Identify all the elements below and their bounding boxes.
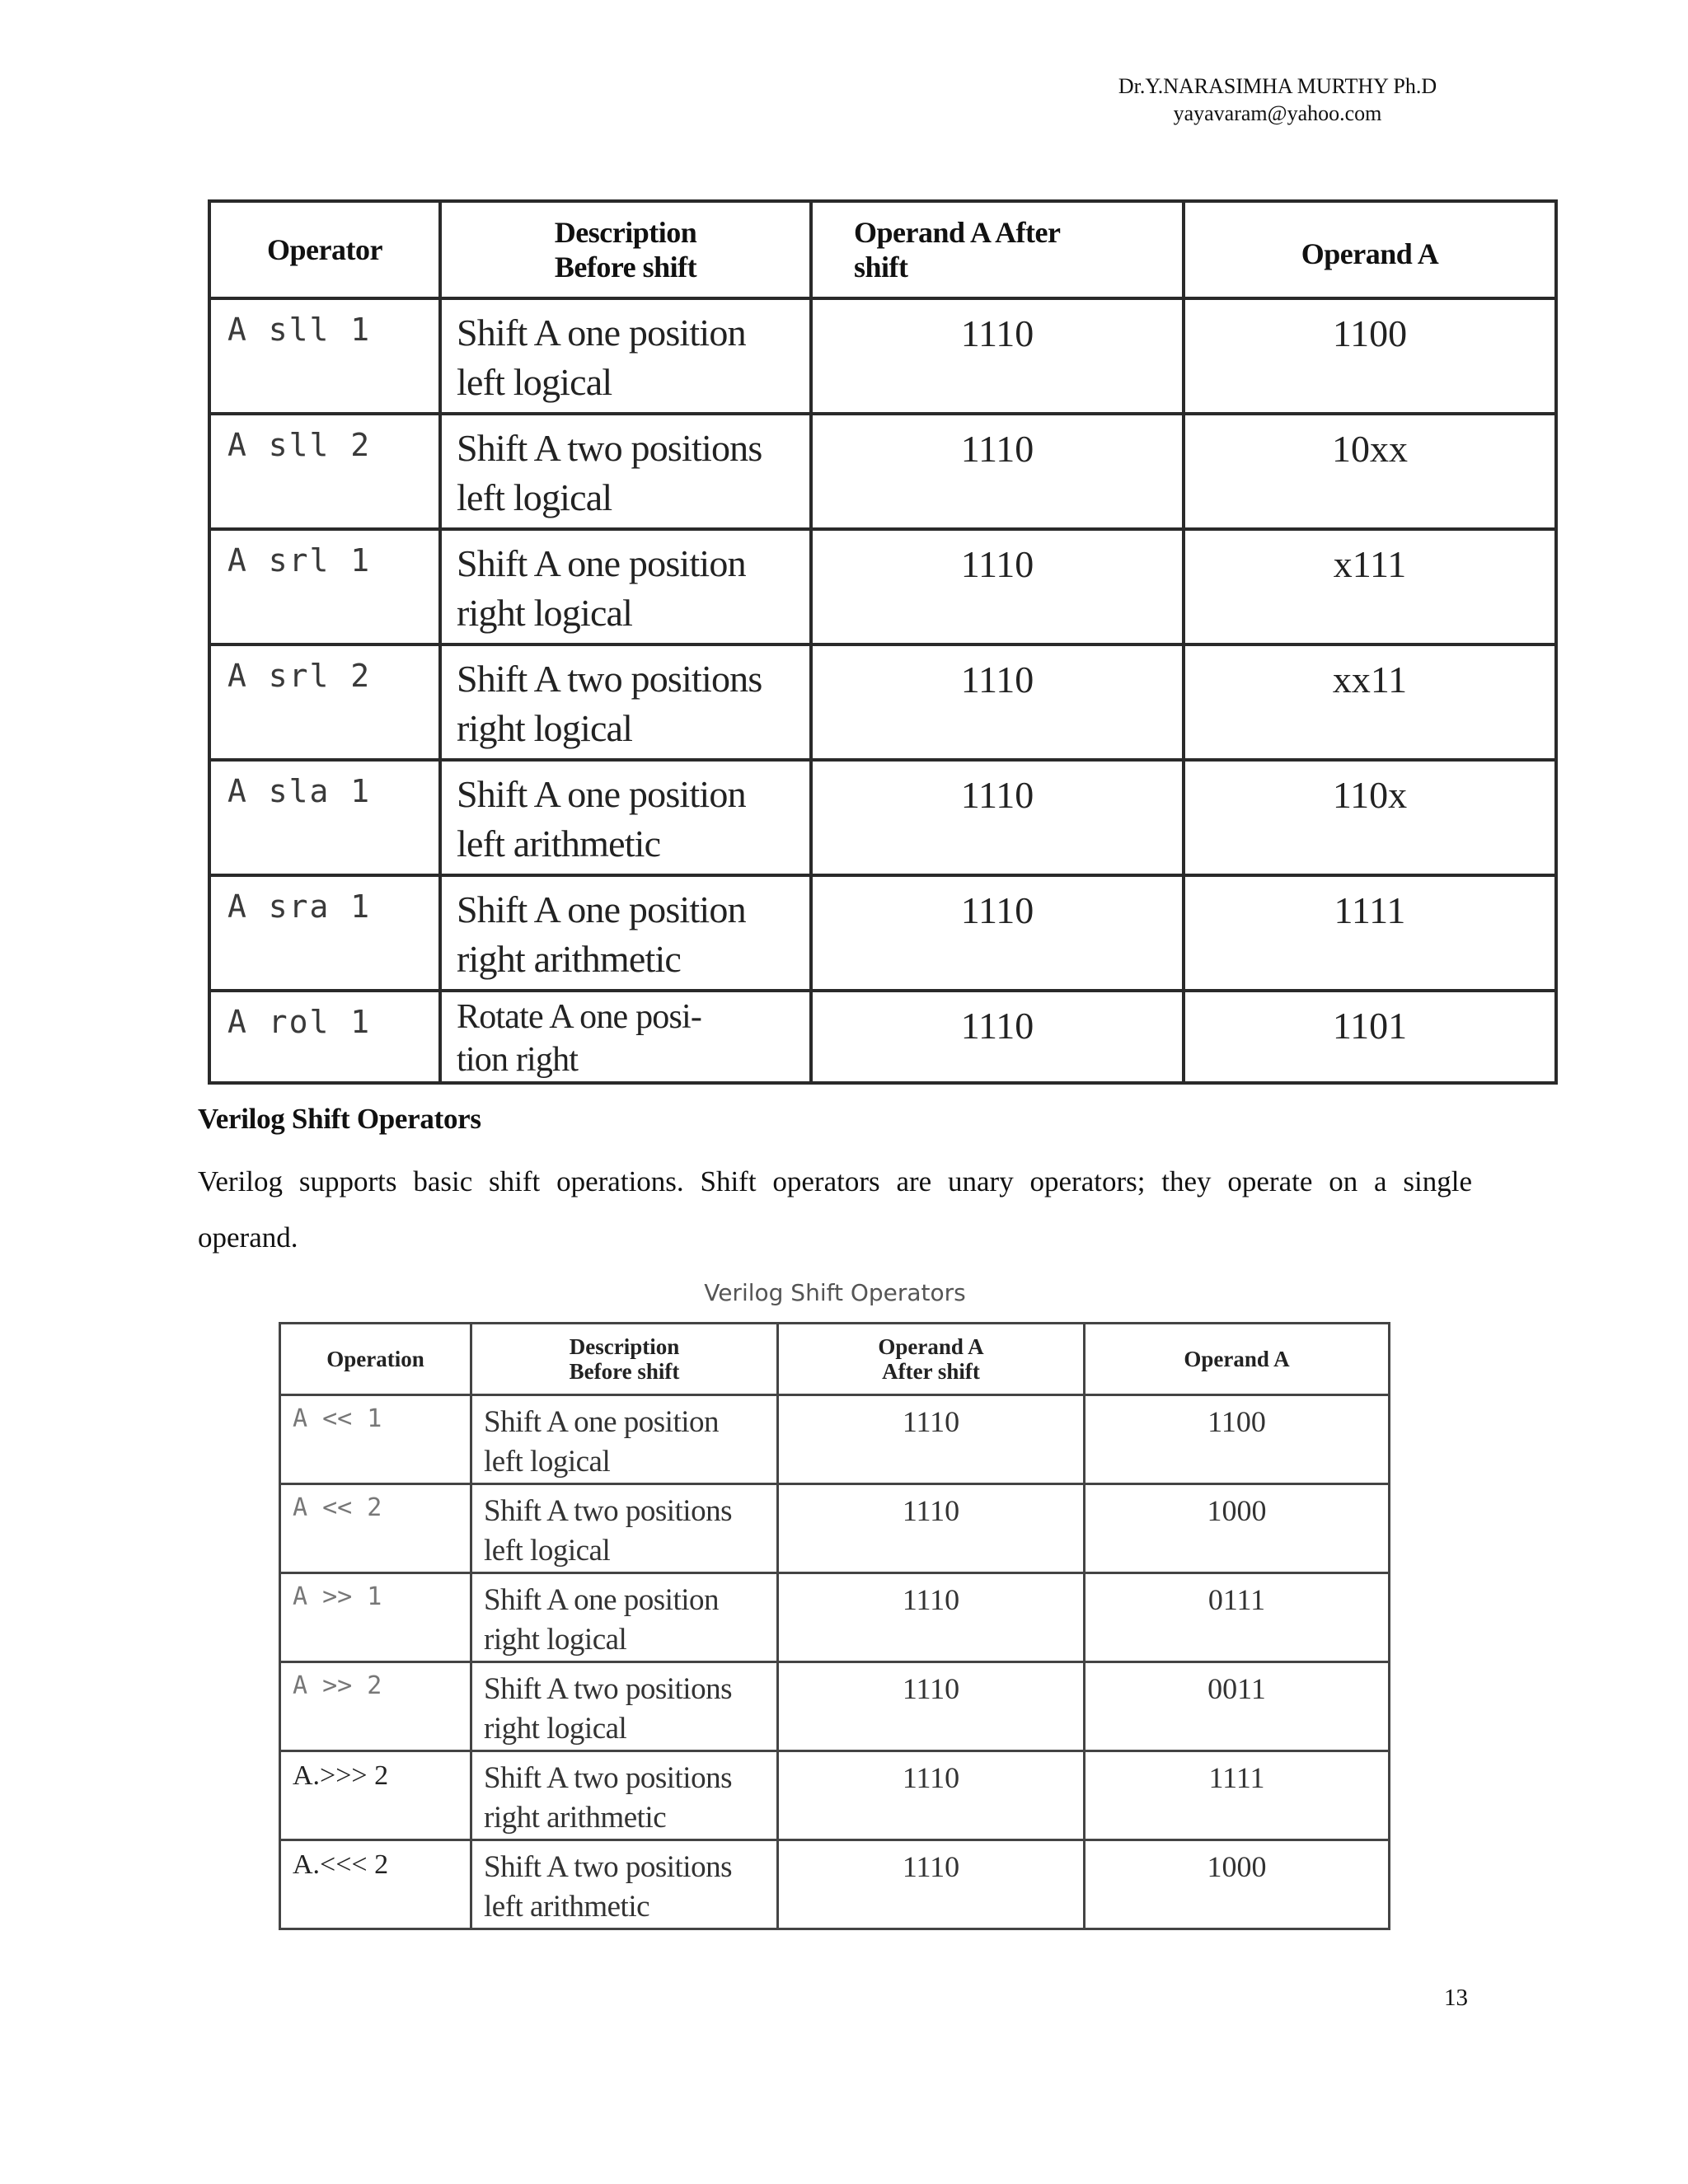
table-header-row	[280, 1324, 1390, 1395]
cell-operation: A >> 2	[280, 1662, 471, 1751]
desc-line1: Shift A one position	[484, 1583, 720, 1617]
desc-line1: Shift A one position	[484, 1405, 720, 1439]
desc-line2: left logical	[484, 1534, 611, 1568]
cell-description	[440, 529, 811, 644]
vhdl-shift-table	[208, 199, 1558, 1085]
desc-line2: left arithmetic	[457, 823, 661, 865]
header-operation: Operation	[280, 1324, 471, 1395]
cell-description	[471, 1573, 778, 1662]
cell-after: 1110	[811, 529, 1184, 644]
cell-operand: 1101	[1184, 991, 1556, 1083]
cell-operand: xx11	[1184, 644, 1556, 760]
header-after-line2: After shift	[882, 1359, 980, 1384]
cell-description	[440, 875, 811, 991]
cell-description	[471, 1484, 778, 1573]
cell-description	[440, 644, 811, 760]
cell-operand: 1111	[1184, 875, 1556, 991]
header-description-line1: Description	[569, 1334, 680, 1359]
header-description	[440, 201, 811, 298]
table-row	[209, 644, 1556, 760]
desc-line1: Shift A two positions	[484, 1672, 732, 1706]
desc-line2: right logical	[457, 592, 633, 634]
desc-line1: Shift A two positions	[484, 1850, 732, 1884]
desc-line2: right logical	[457, 707, 633, 749]
desc-line2: right arithmetic	[457, 938, 682, 980]
page-header	[1071, 73, 1484, 127]
cell-after: 1110	[811, 760, 1184, 875]
cell-description	[440, 760, 811, 875]
cell-operator: A rol 1	[209, 991, 440, 1083]
table-row	[209, 991, 1556, 1083]
page-number: 13	[1444, 1985, 1468, 2011]
header-operand: Operand A	[1085, 1324, 1390, 1395]
cell-operator: A sll 1	[209, 298, 440, 414]
header-operator: Operator	[209, 201, 440, 298]
header-operand-after	[778, 1324, 1085, 1395]
desc-line1: Rotate A one posi-	[457, 998, 702, 1036]
table-caption: Verilog Shift Operators	[704, 1279, 966, 1306]
cell-after: 1110	[778, 1662, 1085, 1751]
cell-operand: 10xx	[1184, 414, 1556, 529]
desc-line1: Shift A one position	[457, 312, 746, 354]
header-after-line1: Operand A After	[854, 216, 1061, 249]
cell-after: 1110	[811, 298, 1184, 414]
table-row	[280, 1662, 1390, 1751]
desc-line1: Shift A two positions	[457, 427, 762, 469]
desc-line2: right arithmetic	[484, 1801, 667, 1835]
cell-operator: A srl 2	[209, 644, 440, 760]
desc-line1: Shift A two positions	[484, 1761, 732, 1795]
cell-description	[471, 1395, 778, 1484]
header-description-line2: Before shift	[569, 1359, 680, 1384]
cell-after: 1110	[778, 1395, 1085, 1484]
header-description-line2: Before shift	[554, 251, 697, 284]
cell-after: 1110	[811, 991, 1184, 1083]
header-after-line2: shift	[854, 251, 908, 284]
cell-operand: x111	[1184, 529, 1556, 644]
table-row	[209, 414, 1556, 529]
desc-line2: right logical	[484, 1712, 627, 1746]
cell-operand: 0111	[1085, 1573, 1390, 1662]
desc-line2: tion right	[457, 1041, 579, 1079]
table-row	[209, 875, 1556, 991]
cell-after: 1110	[778, 1840, 1085, 1929]
cell-operator: A sra 1	[209, 875, 440, 991]
cell-operand: 0011	[1085, 1662, 1390, 1751]
cell-after: 1110	[811, 414, 1184, 529]
header-after-line1: Operand A	[878, 1334, 984, 1359]
section-heading: Verilog Shift Operators	[198, 1103, 481, 1135]
cell-operation: A << 2	[280, 1484, 471, 1573]
cell-operand: 1111	[1085, 1751, 1390, 1840]
cell-operation: A >> 1	[280, 1573, 471, 1662]
cell-after: 1110	[778, 1573, 1085, 1662]
table-row	[280, 1573, 1390, 1662]
cell-operand: 1100	[1085, 1395, 1390, 1484]
table-row	[209, 298, 1556, 414]
cell-operand: 1000	[1085, 1840, 1390, 1929]
header-email: yayavaram@yahoo.com	[1173, 101, 1382, 125]
table-row	[209, 760, 1556, 875]
desc-line1: Shift A two positions	[457, 658, 762, 700]
cell-operand: 1000	[1085, 1484, 1390, 1573]
table-row	[209, 529, 1556, 644]
cell-operand: 110x	[1184, 760, 1556, 875]
cell-description	[471, 1840, 778, 1929]
desc-line2: left logical	[457, 476, 612, 518]
header-author: Dr.Y.NARASIMHA MURTHY Ph.D	[1118, 74, 1437, 98]
cell-description	[471, 1662, 778, 1751]
header-description	[471, 1324, 778, 1395]
desc-line1: Shift A one position	[457, 888, 746, 930]
cell-description	[440, 414, 811, 529]
cell-operator: A sla 1	[209, 760, 440, 875]
table-row	[280, 1395, 1390, 1484]
table-row	[280, 1751, 1390, 1840]
desc-line2: left logical	[484, 1445, 611, 1479]
cell-operation: A << 1	[280, 1395, 471, 1484]
cell-operand: 1100	[1184, 298, 1556, 414]
cell-operator: A srl 1	[209, 529, 440, 644]
cell-operator: A sll 2	[209, 414, 440, 529]
desc-line1: Shift A one position	[457, 773, 746, 815]
cell-after: 1110	[778, 1751, 1085, 1840]
table-row	[280, 1840, 1390, 1929]
cell-operation: A.<<< 2	[280, 1840, 471, 1929]
section-paragraph: Verilog supports basic shift operations. Shift operators are unary operators; they operate on a single operand.	[198, 1165, 1472, 1254]
table-header-row	[209, 201, 1556, 298]
cell-description	[440, 298, 811, 414]
desc-line1: Shift A one position	[457, 542, 746, 584]
header-operand-after	[811, 201, 1184, 298]
header-description-line1: Description	[554, 216, 697, 249]
cell-after: 1110	[811, 644, 1184, 760]
cell-operation: A.>>> 2	[280, 1751, 471, 1840]
desc-line1: Shift A two positions	[484, 1494, 732, 1528]
desc-line2: right logical	[484, 1623, 627, 1657]
header-operand: Operand A	[1184, 201, 1556, 298]
desc-line2: left logical	[457, 361, 612, 403]
cell-description	[440, 991, 811, 1083]
desc-line2: left arithmetic	[484, 1890, 650, 1924]
verilog-shift-table	[279, 1322, 1390, 1930]
cell-description	[471, 1751, 778, 1840]
cell-after: 1110	[778, 1484, 1085, 1573]
cell-after: 1110	[811, 875, 1184, 991]
table-row	[280, 1484, 1390, 1573]
